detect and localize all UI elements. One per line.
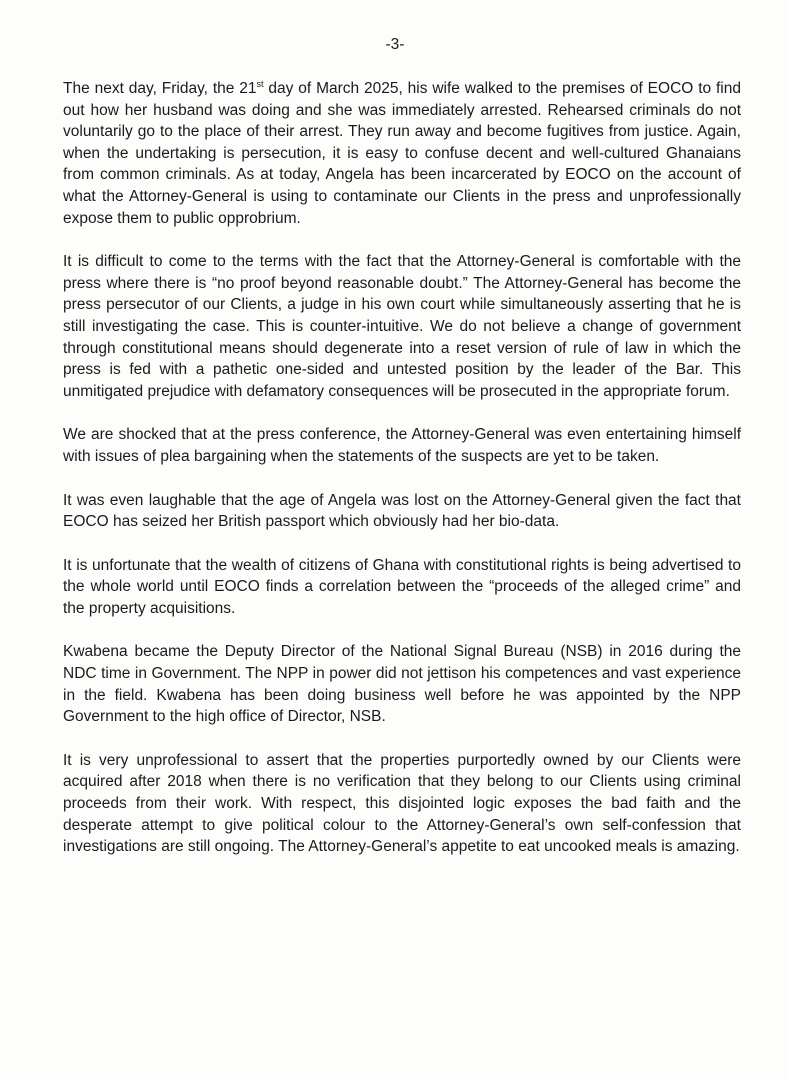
page-number: -3- <box>385 36 405 53</box>
document-body <box>63 78 741 880</box>
ordinal-suffix: st <box>256 78 264 89</box>
paragraph-2: It is difficult to come to the terms with the fact that the Attorney-General is comfortable with the press where there is “no proof beyond reasonable doubt.” The Attorney-General has become the press persecutor of our Clients, a judge in his own court while simultaneously asserting that he is still investigating the case. This is counter-intuitive. We do not believe a change of government through constitutional means should degenerate into a reset version of rule of law in which the press is fed with a pathetic one-sided and untested position by the leader of the Bar. This unmitigated prejudice with defamatory consequences will be prosecuted in the appropriate forum. <box>63 253 741 400</box>
paragraph-5: It is unfortunate that the wealth of citizens of Ghana with constitutional rights is being advertised to the whole world until EOCO finds a correlation between the “proceeds of the alleged crime” and the property acquisitions. <box>63 556 741 617</box>
paragraph-3: We are shocked that at the press conference, the Attorney-General was even entertaining himself with issues of plea bargaining when the statements of the suspects are yet to be taken. <box>63 426 741 465</box>
paragraph-1 <box>63 78 741 229</box>
paragraph-6: Kwabena became the Deputy Director of the National Signal Bureau (NSB) in 2016 during the NDC time in Government. The NPP in power did not jettison his competences and vast experience in the field. Kwabena has been doing business well before he was appointed by the NPP Government to the high office of Director, NSB. <box>63 643 741 726</box>
paragraph-1-start: The next day, Friday, the 21 <box>63 80 257 97</box>
paragraph-1-rest: day of March 2025, his wife walked to the premises of EOCO to find out how her husband was doing and she was immediately arrested. Rehearsed criminals do not voluntarily go to the place of their arrest. They run away and become fugitives from justice. Again, when the undertaking is persecution, it is easy to confuse decent and well-cultured Ghanaians from common criminals. As at today, Angela has been incarcerated by EOCO on the account of what the Attorney-General is using to contaminate our Clients in the press and unprofessionally expose them to public opprobrium. <box>63 80 741 227</box>
paragraph-4: It was even laughable that the age of Angela was lost on the Attorney-General given the fact that EOCO has seized her British passport which obviously had her bio-data. <box>63 491 741 531</box>
paragraph-7: It is very unprofessional to assert that the properties purportedly owned by our Clients were acquired after 2018 when there is no verification that they belong to our Clients using criminal proceeds from their work. With respect, this disjointed logic exposes the bad faith and the desperate attempt to give political colour to the Attorney-General’s own self-confession that investigations are still ongoing. The Attorney-General’s appetite to eat uncooked meals is amazing. <box>63 751 741 856</box>
